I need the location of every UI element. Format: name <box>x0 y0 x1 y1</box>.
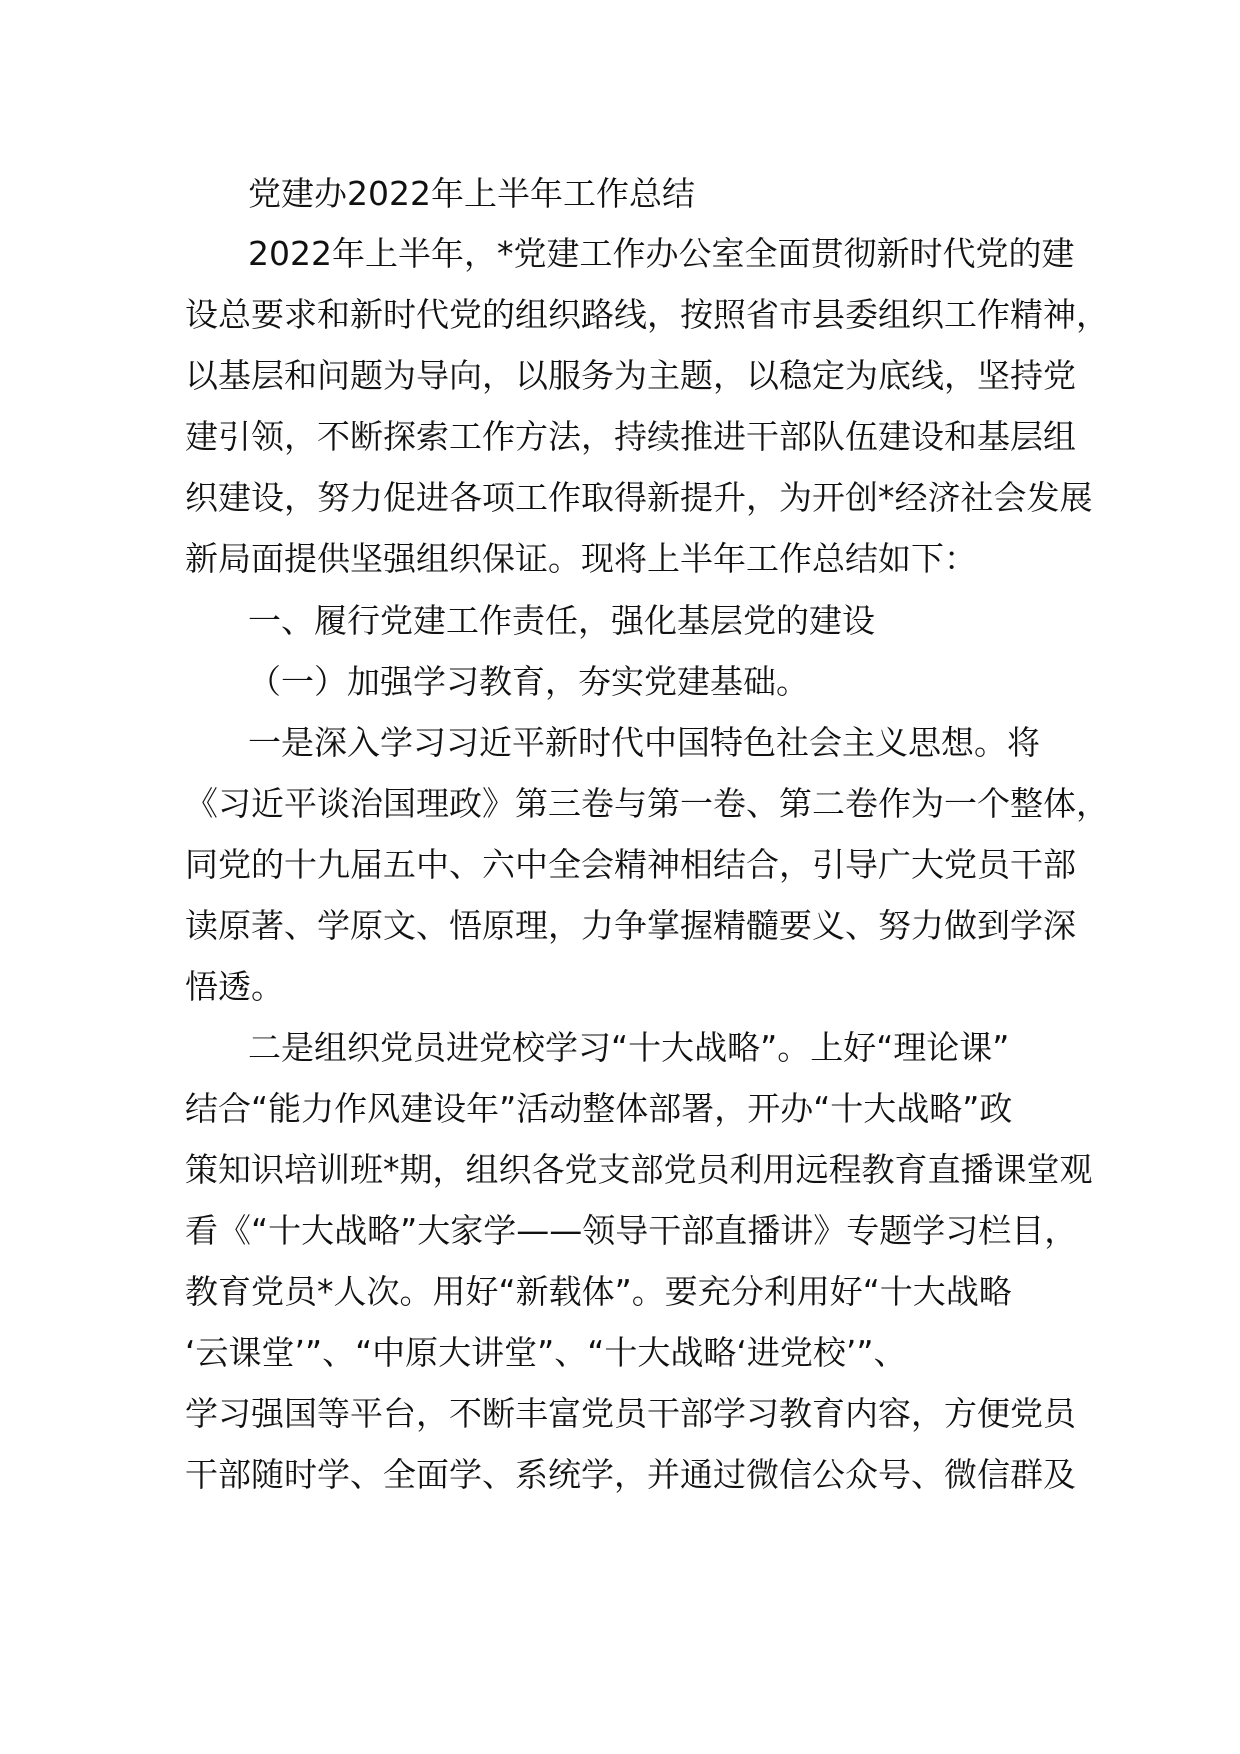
paragraph-line: 《习近平谈治国理政》第三卷与第一卷、第二卷作为一个整体， <box>185 784 1109 823</box>
paragraph-line: 新局面提供坚强组织保证。现将上半年工作总结如下： <box>185 539 977 578</box>
paragraph-line: 看《“十大战略”大家学——领导干部直播讲》专题学习栏目， <box>185 1211 1078 1250</box>
section-heading: 一、履行党建工作责任，强化基层党的建设 <box>248 601 875 640</box>
paragraph-line: 悟透。 <box>185 967 284 1006</box>
paragraph-line: 2022年上半年，*党建工作办公室全面贯彻新时代党的建 <box>248 234 1075 273</box>
paragraph-line: 同党的十九届五中、六中全会精神相结合，引导广大党员干部 <box>185 845 1076 884</box>
paragraph-line: 学习强国等平台，不断丰富党员干部学习教育内容，方便党员 <box>185 1394 1076 1433</box>
paragraph-line: 读原著、学原文、悟原理，力争掌握精髓要义、努力做到学深 <box>185 906 1076 945</box>
paragraph-line: 二是组织党员进党校学习“十大战略”。上好“理论课” <box>248 1028 1010 1067</box>
paragraph-line: 设总要求和新时代党的组织路线，按照省市县委组织工作精神， <box>185 295 1109 334</box>
document-title: 党建办2022年上半年工作总结 <box>248 174 695 213</box>
paragraph-line: 织建设，努力促进各项工作取得新提升，为开创*经济社会发展 <box>185 478 1093 517</box>
paragraph-line: 策知识培训班*期，组织各党支部党员利用远程教育直播课堂观 <box>185 1150 1093 1189</box>
paragraph-line: 结合“能力作风建设年”活动整体部署，开办“十大战略”政 <box>185 1089 1013 1128</box>
paragraph-line: 一是深入学习习近平新时代中国特色社会主义思想。将 <box>248 723 1040 762</box>
paragraph-line: 教育党员*人次。用好“新载体”。要充分利用好“十大战略 <box>185 1272 1012 1311</box>
paragraph-line: ‘云课堂’”、“中原大讲堂”、“十大战略‘进党校’”、 <box>185 1333 907 1372</box>
subsection-heading: （一）加强学习教育，夯实党建基础。 <box>248 662 809 701</box>
paragraph-line: 以基层和问题为导向，以服务为主题，以稳定为底线，坚持党 <box>185 356 1076 395</box>
paragraph-line: 建引领，不断探索工作方法，持续推进干部队伍建设和基层组 <box>185 417 1076 456</box>
paragraph-line: 干部随时学、全面学、系统学，并通过微信公众号、微信群及 <box>185 1455 1076 1494</box>
